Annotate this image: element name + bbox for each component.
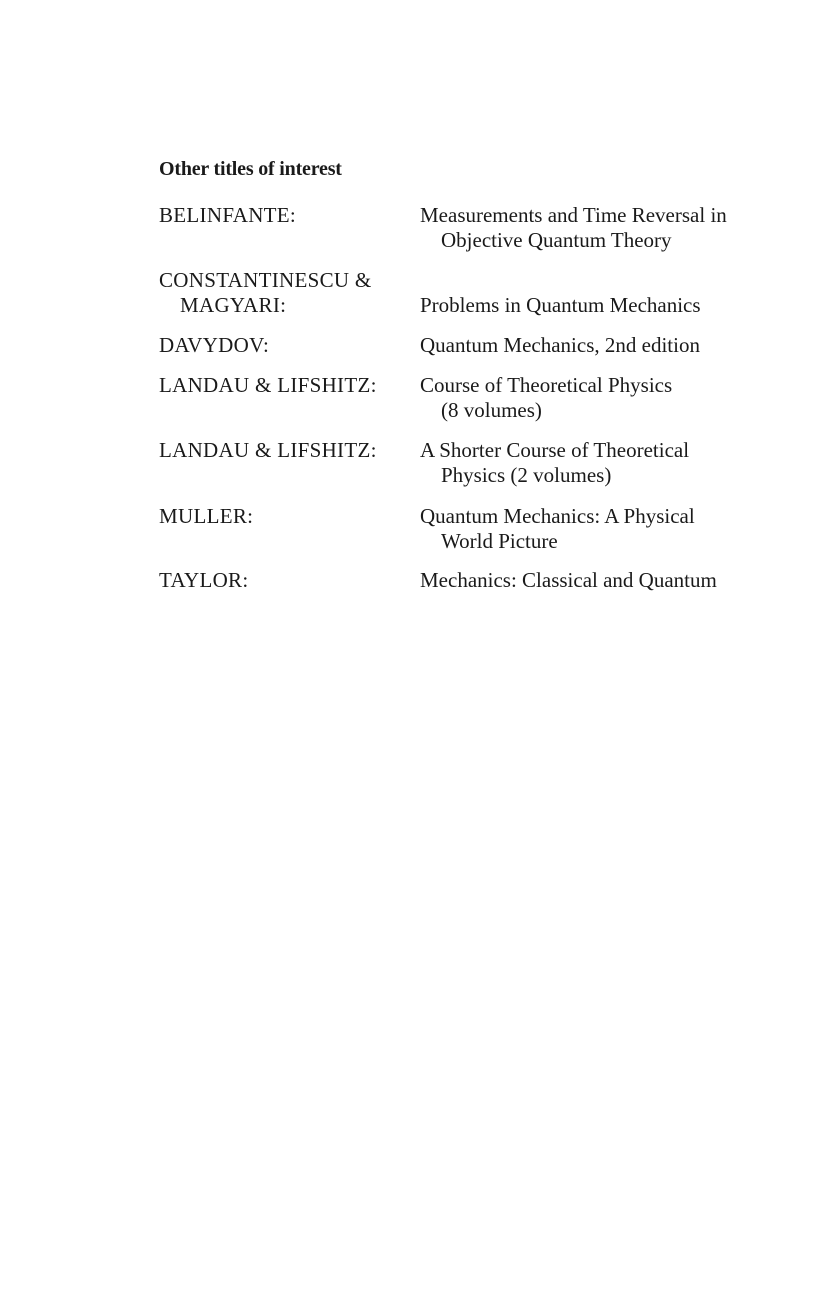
entry-title [420,203,727,253]
entry-title [420,504,695,554]
entry-title [420,333,700,358]
title-line: World Picture [441,529,558,553]
title-line: Quantum Mechanics: A Physical [420,504,695,528]
entry-author [159,438,377,463]
entry-author [159,373,377,398]
entry-author [159,268,372,318]
entry-author [159,504,253,529]
author-line: BELINFANTE: [159,203,297,227]
entry-title [420,438,689,488]
author-line: CONSTANTINESCU & [159,268,372,292]
title-line: Course of Theoretical Physics [420,373,673,397]
author-line: DAVYDOV: [159,333,270,357]
title-line: Quantum Mechanics, 2nd edition [420,333,700,357]
entry-author [159,568,248,593]
title-line: Measurements and Time Reversal in [420,203,727,227]
title-line [420,268,701,293]
title-line: A Shorter Course of Theoretical [420,438,690,462]
title-line: Objective Quantum Theory [441,228,672,252]
author-line: LANDAU & LIFSHITZ: [159,373,377,397]
entry-author [159,333,269,358]
author-line: LANDAU & LIFSHITZ: [159,438,377,462]
entry-title [420,568,717,593]
page-heading: Other titles of interest [159,158,342,180]
entry-author [159,203,296,228]
title-line: Problems in Quantum Mechanics [420,293,701,317]
title-line: Mechanics: Classical and Quantum [420,568,717,592]
entry-title [420,268,701,318]
author-line: MULLER: [159,504,254,528]
author-line: TAYLOR: [159,568,249,592]
title-line: Physics (2 volumes) [441,463,612,487]
title-line: (8 volumes) [441,398,542,422]
entry-title [420,373,672,423]
author-line: MAGYARI: [180,293,287,317]
